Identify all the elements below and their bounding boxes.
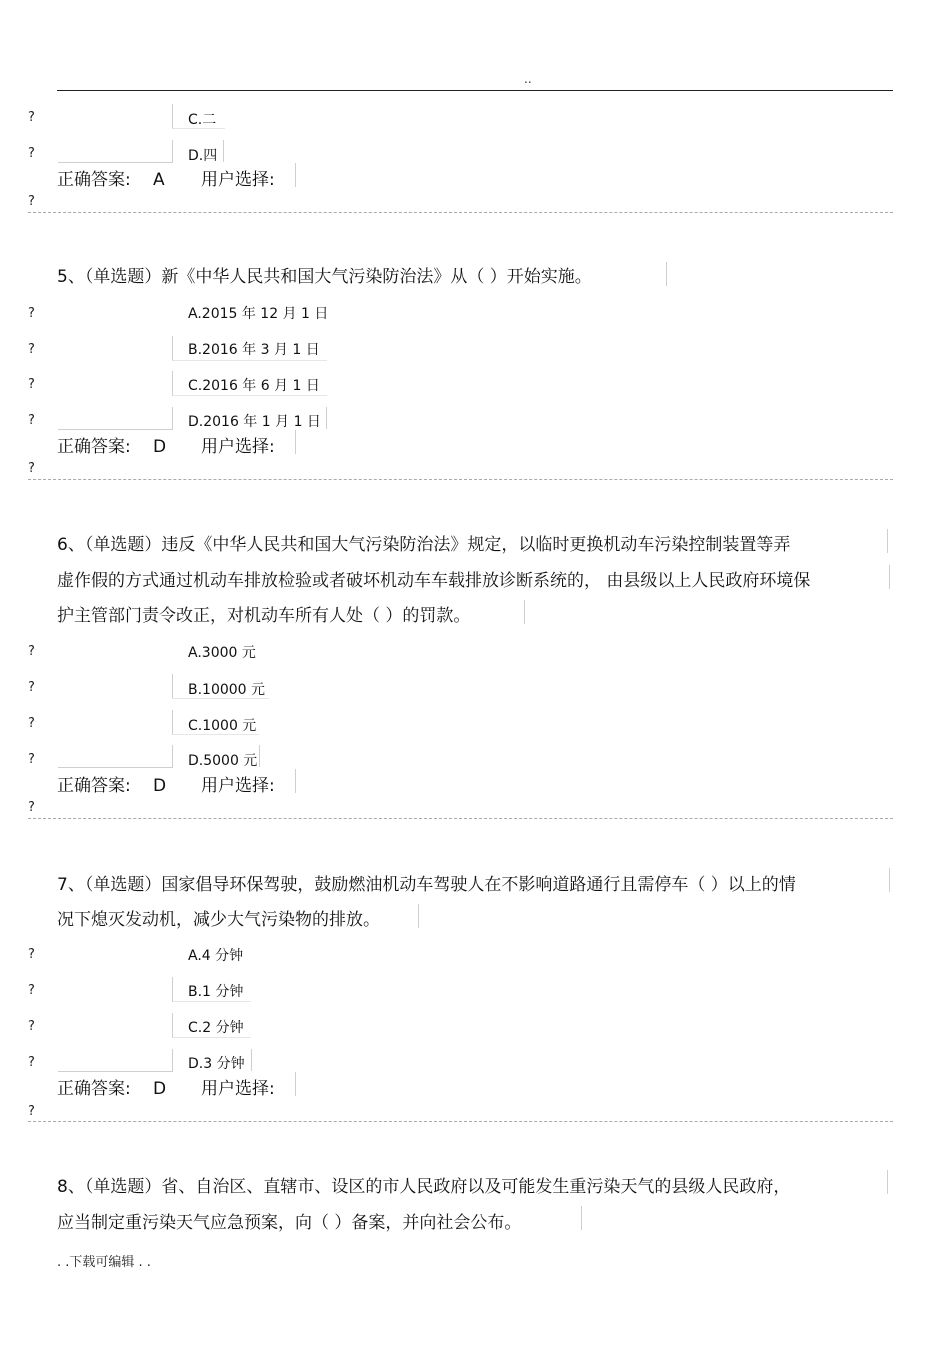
option-marker: ? xyxy=(28,983,35,998)
page-header-dots: .. xyxy=(524,72,532,86)
question-box-edge xyxy=(887,529,888,553)
correct-answer-value: D xyxy=(153,1079,167,1099)
q6-text-line-2: 虚作假的方式通过机动车排放检验或者破坏机动车车载排放诊断系统的， 由县级以上人民政府环境保 xyxy=(57,571,811,591)
correct-answer-label: 正确答案: xyxy=(57,1079,131,1099)
q5-option-c: C.2016 年 6 月 1 日 xyxy=(188,378,320,394)
question-separator xyxy=(28,479,893,480)
user-choice-label: 用户选择: xyxy=(201,437,275,457)
question-box-edge xyxy=(889,868,890,892)
header-rule xyxy=(57,90,893,91)
q5-option-b: B.2016 年 3 月 1 日 xyxy=(188,342,320,358)
question-separator xyxy=(28,818,893,819)
q7-text-line-2: 况下熄灭发动机，减少大气污染物的排放。 xyxy=(57,910,380,930)
option-box xyxy=(58,140,173,163)
option-box-edge xyxy=(259,745,260,767)
q7-option-a: A.4 分钟 xyxy=(188,948,244,964)
option-marker: ? xyxy=(28,306,35,321)
q6-option-d: D.5000 元 xyxy=(188,753,258,769)
option-marker: ? xyxy=(28,1055,35,1070)
user-choice-label: 用户选择: xyxy=(201,1079,275,1099)
correct-answer-label: 正确答案: xyxy=(57,776,131,796)
q7-option-b: B.1 分钟 xyxy=(188,984,244,1000)
q5-answer-row xyxy=(57,432,275,457)
q6-option-a: A.3000 元 xyxy=(188,645,256,661)
option-box-edge xyxy=(326,407,327,429)
option-marker: ? xyxy=(28,716,35,731)
q4-answer-row xyxy=(57,165,275,190)
q6-answer-row xyxy=(57,771,275,796)
option-marker: ? xyxy=(28,342,35,357)
q5-text-line-1: 5、（单选题）新《中华人民共和国大气污染防治法》从（ ）开始实施。 xyxy=(57,267,592,287)
question-box-edge xyxy=(889,565,890,589)
correct-answer-label: 正确答案: xyxy=(57,170,131,190)
question-box-edge xyxy=(418,904,419,928)
question-end-marker: ? xyxy=(28,461,35,476)
option-marker: ? xyxy=(28,110,35,125)
q7-answer-row xyxy=(57,1074,275,1099)
question-separator xyxy=(28,212,893,213)
user-choice-label: 用户选择: xyxy=(201,776,275,796)
option-marker: ? xyxy=(28,146,35,161)
page-footer: . .下载可编辑 . . xyxy=(57,1255,151,1270)
question-separator xyxy=(28,1121,893,1122)
option-marker: ? xyxy=(28,752,35,767)
option-box xyxy=(58,1049,173,1072)
question-box-edge xyxy=(524,600,525,624)
q5-option-d: D.2016 年 1 月 1 日 xyxy=(188,414,321,430)
option-box xyxy=(58,407,173,430)
q7-text-line-1: 7、（单选题）国家倡导环保驾驶，鼓励燃油机动车驾驶人在不影响道路通行且需停车（ ）以上的情 xyxy=(57,875,796,895)
option-box xyxy=(58,745,173,768)
q7-option-c: C.2 分钟 xyxy=(188,1020,244,1036)
option-marker: ? xyxy=(28,680,35,695)
correct-answer-value: D xyxy=(153,776,167,796)
option-marker: ? xyxy=(28,377,35,392)
correct-answer-value: A xyxy=(153,170,165,190)
correct-answer-label: 正确答案: xyxy=(57,437,131,457)
option-marker: ? xyxy=(28,413,35,428)
q5-option-a: A.2015 年 12 月 1 日 xyxy=(188,306,329,322)
option-box-edge xyxy=(223,140,224,162)
question-end-marker: ? xyxy=(28,1104,35,1119)
question-end-marker: ? xyxy=(28,194,35,209)
q4-option-d: D.四 xyxy=(188,148,218,164)
q6-option-b: B.10000 元 xyxy=(188,682,266,698)
question-box-edge xyxy=(581,1206,582,1230)
correct-answer-value: D xyxy=(153,437,167,457)
q8-text-line-1: 8、（单选题）省、自治区、直辖市、设区的市人民政府以及可能发生重污染天气的县级人民政府， xyxy=(57,1177,791,1197)
q8-text-line-2: 应当制定重污染天气应急预案，向（ ）备案，并向社会公布。 xyxy=(57,1213,522,1233)
question-box-edge xyxy=(666,262,667,286)
option-box-edge xyxy=(251,1049,252,1071)
q6-text-line-1: 6、（单选题）违反《中华人民共和国大气污染防治法》规定，以临时更换机动车污染控制装置等弄 xyxy=(57,535,791,555)
q6-option-c: C.1000 元 xyxy=(188,718,257,734)
option-marker: ? xyxy=(28,644,35,659)
option-marker: ? xyxy=(28,1019,35,1034)
question-end-marker: ? xyxy=(28,800,35,815)
q6-text-line-3: 护主管部门责令改正，对机动车所有人处（ ）的罚款。 xyxy=(57,606,471,626)
question-box-edge xyxy=(887,1170,888,1194)
q4-option-c: C.二 xyxy=(188,112,217,128)
user-choice-label: 用户选择: xyxy=(201,170,275,190)
user-choice-box-edge xyxy=(295,430,296,454)
q7-option-d: D.3 分钟 xyxy=(188,1056,245,1072)
user-choice-box-edge xyxy=(295,1072,296,1096)
user-choice-box-edge xyxy=(295,163,296,187)
option-marker: ? xyxy=(28,947,35,962)
user-choice-box-edge xyxy=(295,769,296,793)
